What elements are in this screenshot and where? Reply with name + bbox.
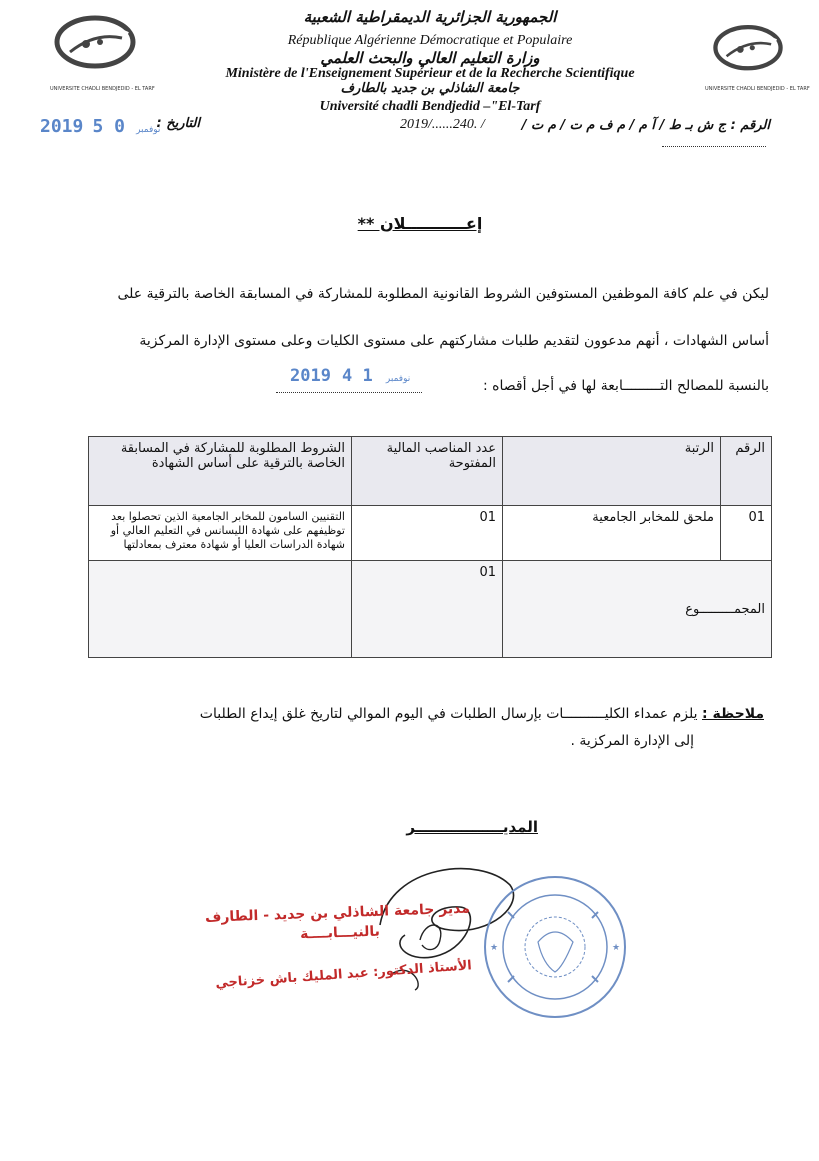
note-line-2: إلى الإدارة المركزية . [570,733,694,749]
deadline-stamp-day: 1 4 [342,366,373,386]
signatory-capacity: بالنيـــابــــة [299,923,381,943]
right-logo-caption: UNIVERSITE CHADLI BENDJEDID - EL TARF [705,86,810,92]
university-logo-icon [50,12,140,82]
official-seal-icon [478,872,633,1022]
header-cell-positions: عدد المناصب المالية المفتوحة [352,437,503,506]
reference-dotted-line [662,146,766,147]
paragraph-line-2: أساس الشهادات ، أنهم مدعوون لتقديم طلبات مشاركتهم على مستوى الكليات وعلى مستوى الإدارة المركزية [139,333,769,349]
deadline-stamp [290,366,410,386]
header-cell-number: الرقم [721,437,772,506]
header-ministry-ar: وزارة التعليم العالي والبحث العلمي [320,49,540,67]
date-stamp-month: نوفمبر [136,125,161,135]
signatory-name: الأستاذ الدكتور: عبد المليك باش خزناجي [214,958,473,992]
reference-label: الرقم : ج ش بـ ط / آ م / م ف م ت / م ت / [521,118,770,133]
university-logo-icon [705,22,791,82]
header-republic-ar: الجمهورية الجزائرية الديمقراطية الشعبية [303,8,557,26]
note-line-1 [124,706,764,722]
announcement-title: إعـــــــــــلان ** [357,214,483,233]
svg-text:★: ★ [490,943,499,953]
cell-number: 01 [721,506,772,561]
cell-conditions: التقنيين السامون للمخابر الجامعية الذين تحصلوا بعد توظيفهم على شهادة الليسانس في التعليم العالي أو شهادة الدراسات العليا أو شهادة معترف بمعادلتها [89,506,352,561]
director-title: المديـــــــــــــــــر [406,818,538,836]
table-row [89,506,772,561]
date-stamp-year: 2019 [40,116,84,137]
paragraph-line-3: بالنسبة للمصالح التـــــــــابعة لها في أجل أقصاه : [483,378,769,394]
date-stamp-day: 0 5 [92,116,125,137]
positions-table [88,436,772,658]
header-republic-fr: République Algérienne Démocratique et Populaire [287,33,573,48]
table-total-row [89,561,772,658]
header-cell-rank: الرتبة [503,437,721,506]
note-label: ملاحظة : [702,706,764,722]
date-stamp [40,116,160,137]
deadline-dotted-line [276,392,422,393]
cell-rank: ملحق للمخابر الجامعية [503,506,721,561]
table-header-row [89,437,772,506]
reference-number: 2019/......240. / [400,117,485,132]
note-text: يلزم عمداء الكليــــــــــات بإرسال الطلبات في اليوم الموالي لتاريخ غلق إيداع الطلبات [199,706,698,722]
date-label: التاريخ : [156,116,200,131]
university-logo-left [50,12,155,92]
left-logo-caption: UNIVERSITE CHADLI BENDJEDID - EL TARF [50,86,155,92]
signatory-institution: مدير جامعة الشاذلي بن جديد - الطارف [204,900,471,926]
svg-text:★: ★ [612,943,621,953]
deadline-stamp-month: نوفمبر [385,374,411,384]
total-label: المجمـــــــــوع [503,561,772,658]
total-empty-cell [89,561,352,658]
cell-positions: 01 [352,506,503,561]
university-logo-right [705,22,810,92]
header-university-ar: جامعة الشاذلي بن جديد بالطارف [340,81,520,96]
deadline-stamp-year: 2019 [290,366,331,386]
header-university-fr: Université chadli Bendjedid –"El-Tarf [319,99,541,114]
paragraph-line-1: ليكن في علم كافة الموظفين المستوفين الشروط القانونية المطلوبة للمشاركة في المسابقة الخاصة بالترقية على [117,286,769,302]
total-value: 01 [352,561,503,658]
header-cell-conditions: الشروط المطلوبة للمشاركة في المسابقة الخاصة بالترقية على أساس الشهادة [89,437,352,506]
header-ministry-fr: Ministère de l'Enseignement Supérieur et de la Recherche Scientifique [225,66,635,81]
